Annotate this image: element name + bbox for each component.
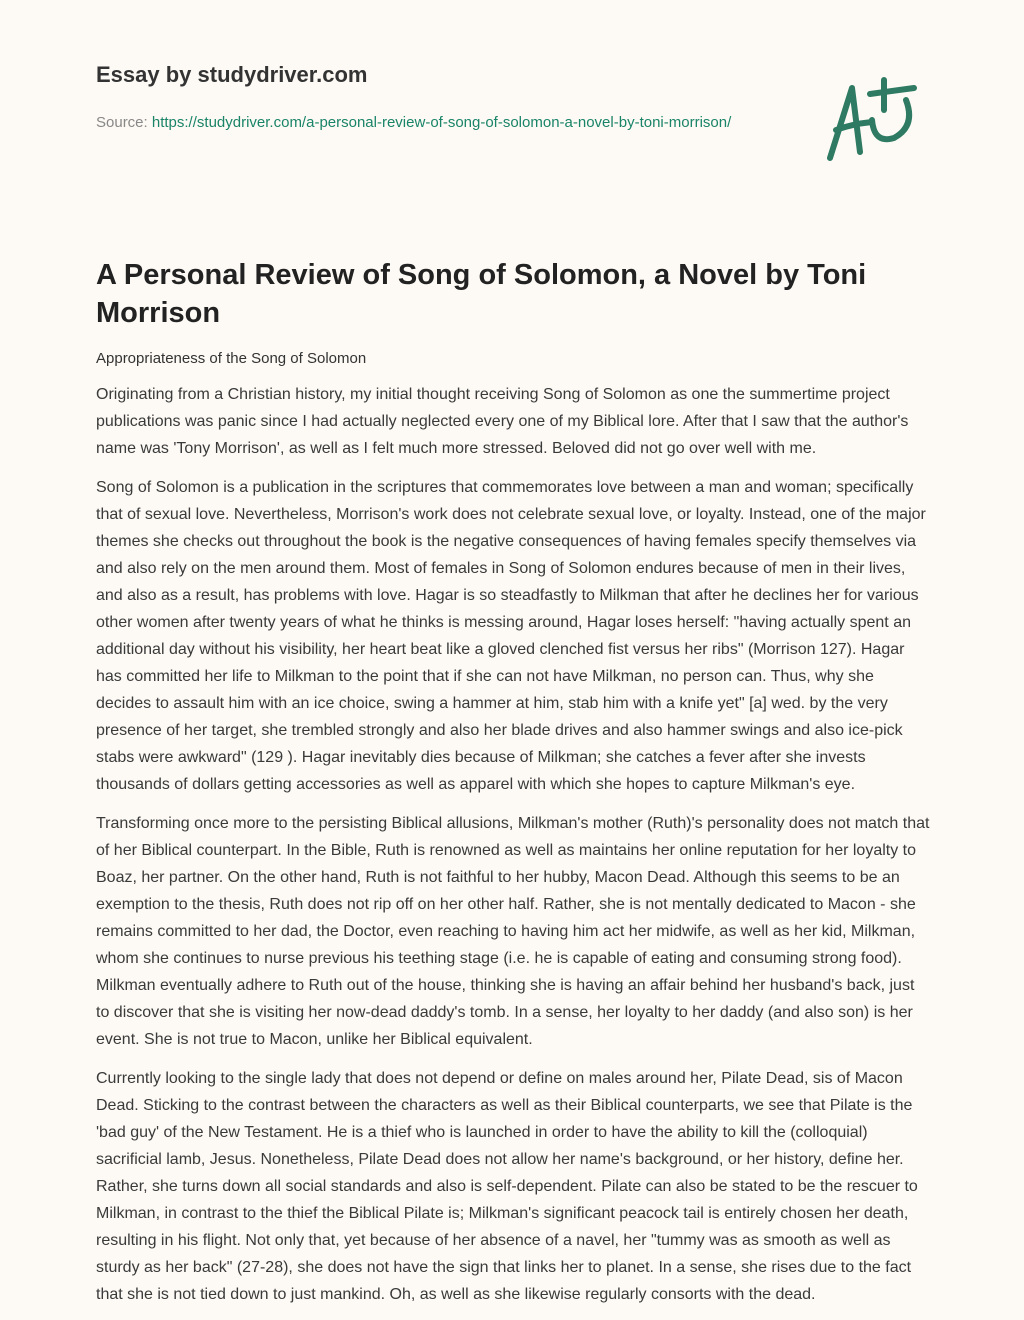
site-title: Essay by studydriver.com [96,62,368,87]
essay-body [96,256,930,1320]
paragraph: Currently looking to the single lady that does not depend or define on males around her, Pilate Dead, sis of Macon Dead. Sticking to the contrast between the characters as well as their Biblical counterparts, we see that Pilate is the 'bad guy' of the New Testament. He is a thief who is launched in order to have the ability to kill the (colloquial) sacrificial lamb, Jesus. Nonetheless, Pilate Dead does not allow her name's background, or her history, define her. Rather, she turns down all social standards and also is self-dependent. Pilate can also be stated to be the rescuer to Milkman, in contrast to the thief the Biblical Pilate is; Milkman's significant peacock tail is entirely chosen her death, resulting in his flight. Not only that, yet because of her absence of a navel, her "tummy was as smooth as well as sturdy as her back" (27-28), she does not have the sign that links her to planet. In a sense, she rises due to the fact that she is not tied down to just mankind. Oh, as well as she likewise regularly consorts with the dead. [96,1070,918,1303]
paragraph: Originating from a Christian history, my initial thought receiving Song of Solomon as one the summertime project publications was panic since I had actually neglected every one of my Biblical lore. After that I saw that the author's name was 'Tony Morrison', as well as I felt much more stressed. Beloved did not go over well with me. [96,386,909,457]
essay-subheading: Appropriateness of the Song of Solomon [96,350,367,367]
source-label: Source: [96,114,148,131]
source-line [96,110,736,136]
a-plus-logo-icon [822,70,932,170]
paragraph: Transforming once more to the persisting Biblical allusions, Milkman's mother (Ruth)'s personality does not match that of her Biblical counterpart. In the Bible, Ruth is renowned as well as maintains her online reputation for her loyalty to Boaz, her partner. On the other hand, Ruth is not faithful to her hubby, Macon Dead. Although this seems to be an exemption to the thesis, Ruth does not rip off on her other half. Rather, she is not mentally dedicated to Macon - she remains committed to her dad, the Doctor, even reaching to having him act her midwife, as well as her kid, Milkman, whom she continues to nurse previous his teething stage (i.e. he is capable of eating and consuming strong food). Milkman eventually adhere to Ruth out of the house, thinking she is having an affair behind her husband's back, just to discover that she is visiting her now-dead daddy's tomb. In a sense, her loyalty to her daddy (and also son) is her event. She is not true to Macon, unlike her Biblical equivalent. [96,815,930,1048]
source-link[interactable]: https://studydriver.com/a-personal-review-of-song-of-solomon-a-novel-by-toni-morrison/ [151,114,732,131]
essay-title: A Personal Review of Song of Solomon, a Novel by Toni Morrison [96,259,867,329]
paragraph: Song of Solomon is a publication in the scriptures that commemorates love between a man and woman; specifically that of sexual love. Nevertheless, Morrison's work does not celebrate sexual love, or loyalty. Instead, one of the major themes she checks out throughout the book is the negative consequences of having females specify themselves via and also rely on the men around them. Most of females in Song of Solomon endures because of men in their lives, and also as a result, has problems with love. Hagar is so steadfastly to Milkman that after he declines her for various other women after twenty years of what he thinks is messing around, Hagar loses herself: "having actually spent an additional day without his visibility, her heart beat like a gloved clenched fist versus her ribs" (Morrison 127). Hagar has committed her life to Milkman to the point that if she can not have Milkman, no person can. Thus, why she decides to assault him with an ice choice, swing a hammer at him, stab him with a knife yet" [a] wed. by the very presence of her target, she trembled strongly and also her blade drives and also hammer swings and also ice-pick stabs were awkward" (129 ). Hagar inevitably dies because of Milkman; she catches a fever after she invests thousands of dollars getting accessories as well as apparel with which she hopes to capture Milkman's eye. [96,479,926,793]
